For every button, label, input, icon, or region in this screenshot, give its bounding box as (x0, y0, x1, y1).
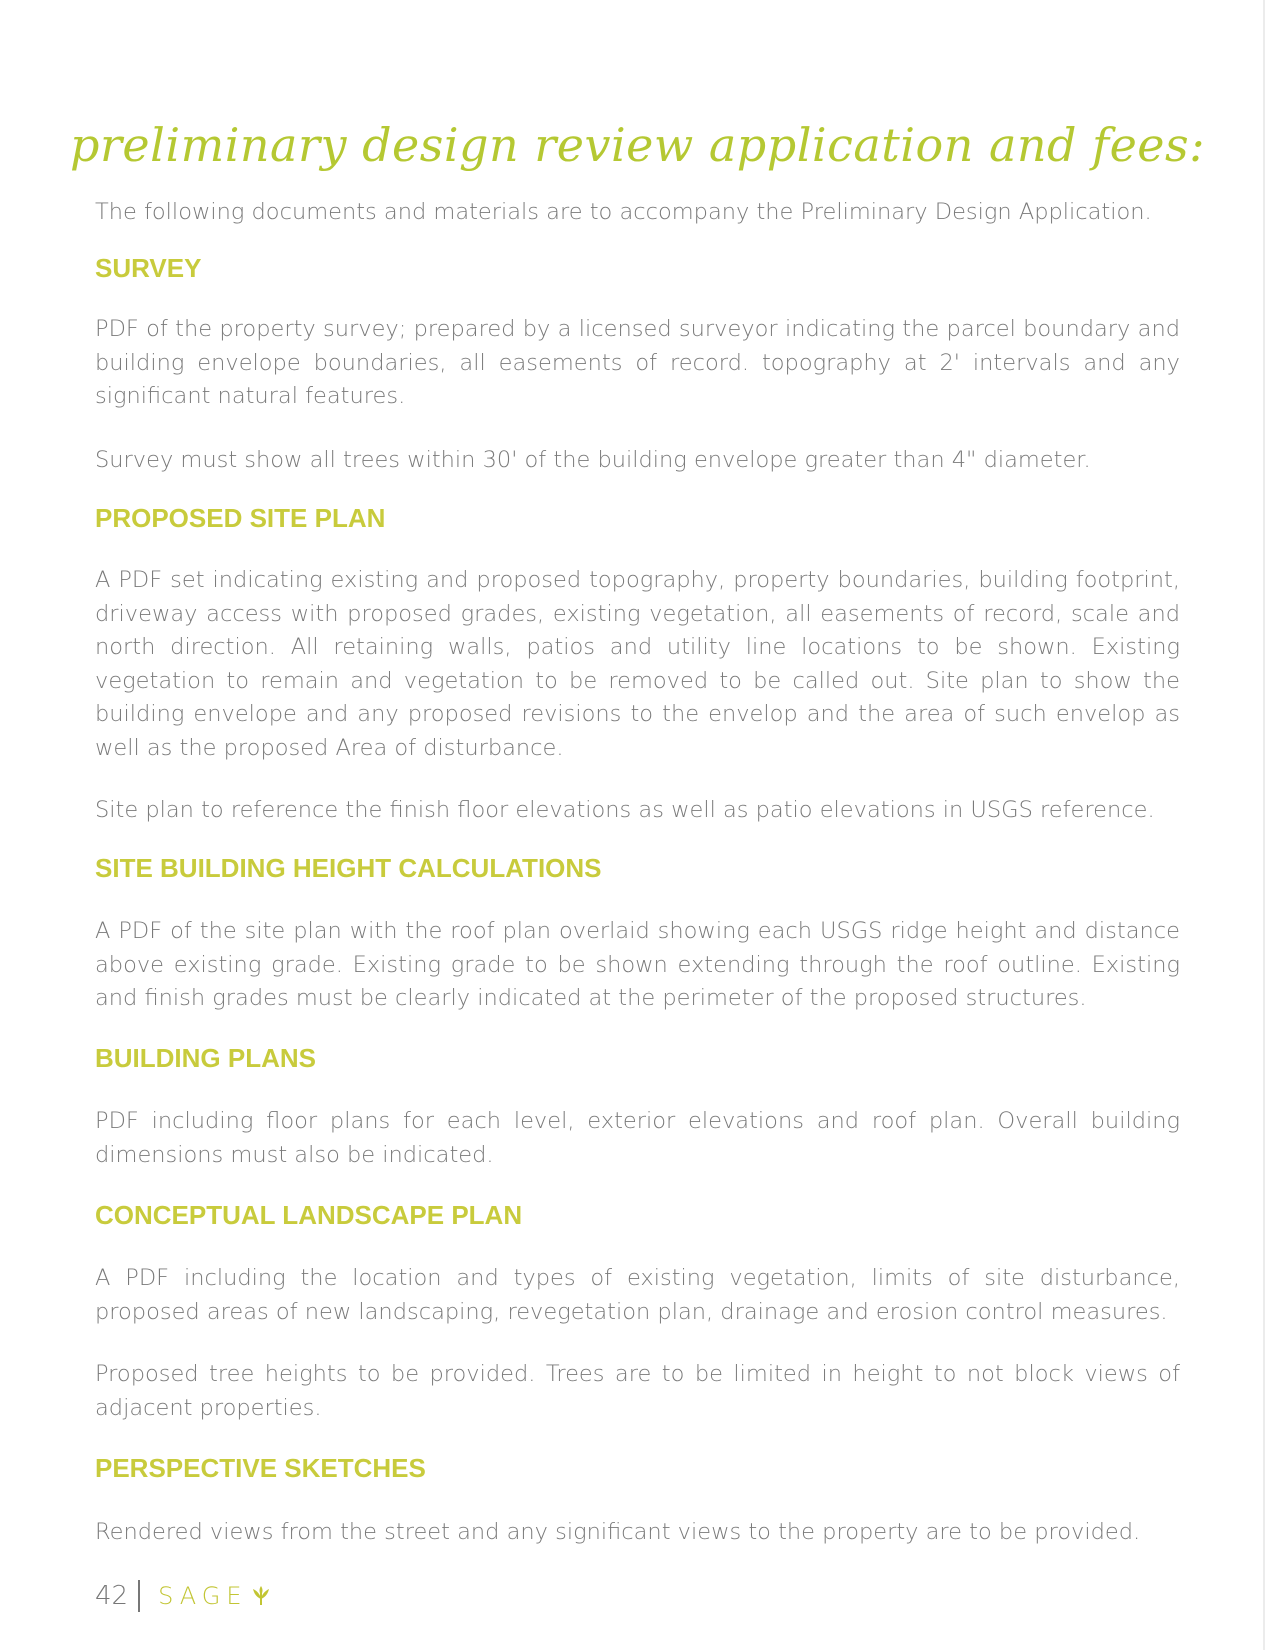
page-number: 42 (95, 1581, 129, 1611)
section-paragraph: PDF including floor plans for each level, exterior elevations and roof plan. Overall building dimensions must also be indicated. (95, 1108, 1180, 1168)
section-heading-perspective-sketches: PERSPECTIVE SKETCHES (95, 1453, 426, 1483)
sage-logo (158, 1582, 271, 1610)
section-paragraph: Site plan to reference the finish floor elevations as well as patio elevations in USGS reference. (95, 797, 1155, 823)
section-paragraph: Survey must show all trees within 30' of the building envelope greater than 4" diameter. (95, 447, 1091, 473)
page-edge-divider (1263, 0, 1265, 1650)
section-paragraph: PDF of the property survey; prepared by a licensed surveyor indicating the parcel boundary and building envelope boundaries, all easements of record. topography at 2' intervals and any significant natural features. (95, 316, 1180, 409)
section-heading-building-plans: BUILDING PLANS (95, 1043, 316, 1073)
section-heading-conceptual-landscape-plan: CONCEPTUAL LANDSCAPE PLAN (95, 1200, 523, 1230)
section-heading-site-building-height-calculations: SITE BUILDING HEIGHT CALCULATIONS (95, 853, 602, 883)
section-paragraph: A PDF set indicating existing and proposed topography, property boundaries, building footprint, driveway access with proposed grades, existing vegetation, all easements of record, scale and north direction. All retaining walls, patios and utility line locations to be shown. Existing vegetation to remain and vegetation to be removed to be called out. Site plan to show the building envelope and any proposed revisions to the envelop and the area of such envelop as well as the proposed Area of disturbance. (95, 567, 1180, 761)
section-paragraph: Proposed tree heights to be provided. Trees are to be limited in height to not block views of adjacent properties. (95, 1361, 1180, 1421)
section-heading-survey: SURVEY (95, 253, 202, 283)
page-footer (95, 1580, 272, 1612)
section-paragraph: A PDF including the location and types of existing vegetation, limits of site disturbance, proposed areas of new landscaping, revegetation plan, drainage and erosion control measures. (95, 1265, 1180, 1325)
section-heading-proposed-site-plan: PROPOSED SITE PLAN (95, 503, 386, 533)
page-title: preliminary design review application and fees: (70, 118, 1206, 172)
footer-divider (138, 1580, 140, 1612)
leaf-sprig-icon (250, 1585, 272, 1607)
intro-text: The following documents and materials are to accompany the Preliminary Design Application. (95, 199, 1152, 225)
logo-text: SAGE (158, 1582, 248, 1610)
section-paragraph: A PDF of the site plan with the roof plan overlaid showing each USGS ridge height and distance above existing grade. Existing grade to be shown extending through the roof outline. Existing and finish grades must be clearly indicated at the perimeter of the proposed structures. (95, 918, 1180, 1011)
section-paragraph: Rendered views from the street and any significant views to the property are to be provided. (95, 1519, 1141, 1545)
